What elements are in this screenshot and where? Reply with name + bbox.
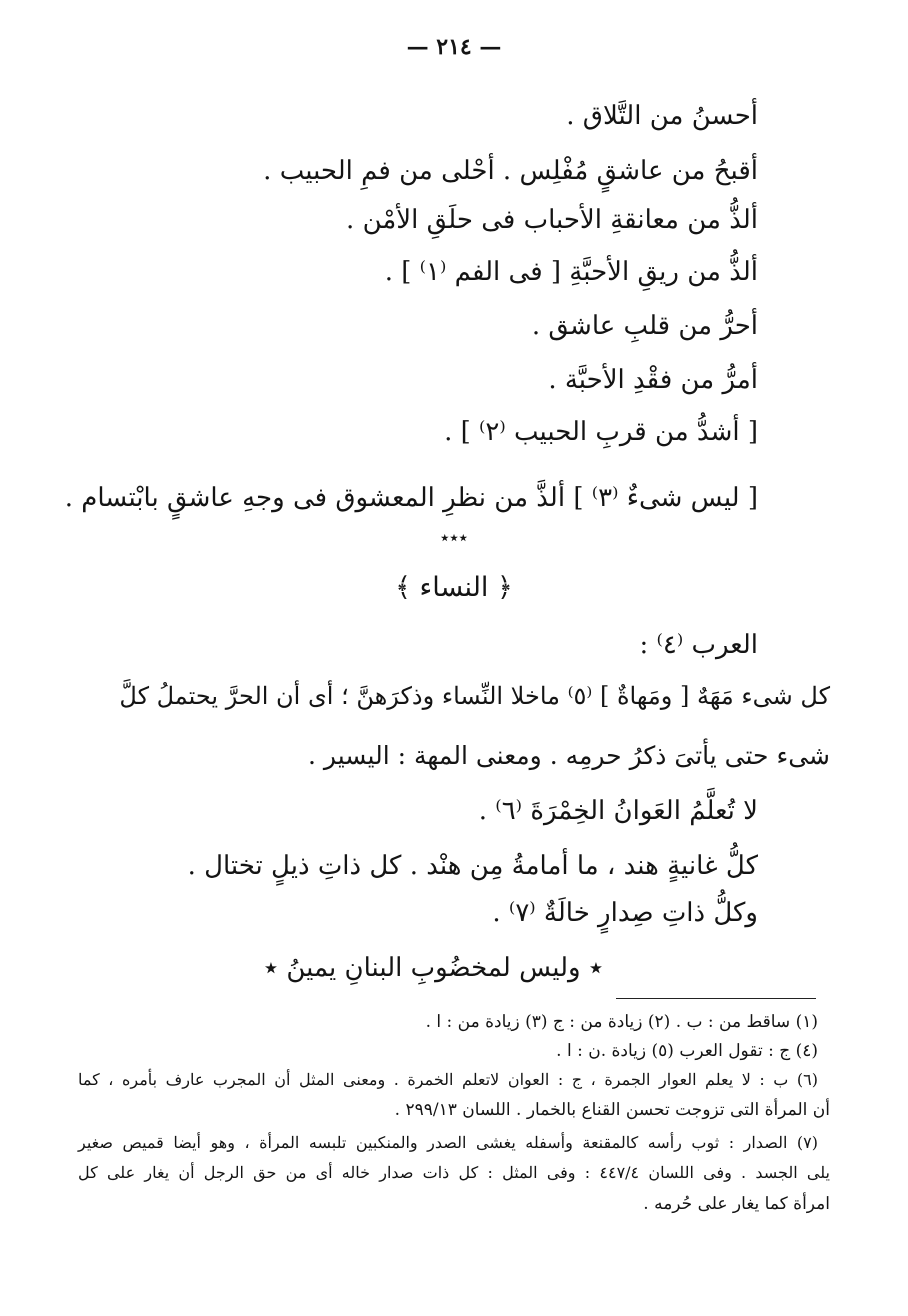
footnote-line: امرأة كما يغار على حُرمه . — [643, 1194, 830, 1214]
section-separator: ٭٭٭ — [440, 528, 468, 548]
arab-heading: العرب ⁽٤⁾ : — [639, 630, 758, 660]
footnote-line: يلى الجسد . وفى اللسان ٤٤٧/٤ : وفى المثل : كل ذات صدار خاله أى من حق الرجل أن يغار على كل — [78, 1163, 830, 1182]
footnote-line: (١) ساقط من : ب . (٢) زيادة من : ج (٣) زيادة من : ا . — [425, 1012, 818, 1032]
page-number: — ٢١٤ — — [406, 34, 502, 60]
verse-line: أقبحُ من عاشقٍ مُفْلِس . أحْلى من فمِ الحبيب . — [263, 156, 758, 186]
verse-line: أحسنُ من التَّلاق . — [566, 101, 758, 131]
verse-line: أمرُّ من فقْدِ الأحبَّة . — [548, 365, 758, 395]
body-line: وكلُّ ذاتِ صِدارٍ خالَةٌ ⁽٧⁾ . — [492, 898, 758, 928]
verse-line: ألذُّ من ريقِ الأحبَّةِ [ فى الفم ⁽١⁾ ] . — [384, 257, 758, 287]
body-line: كل شىء مَهَهٌ [ ومَهاةٌ ] ⁽٥⁾ ماخلا النِّساء وذكرَهنَّ ؛ أى أن الحرَّ يحتملُ كلَّ — [119, 682, 830, 710]
verse-line: أحرُّ من قلبِ عاشق . — [531, 311, 758, 341]
footnote-line: أن المرأة التى تزوجت تحسن القناع بالخمار . اللسان ٢٩٩/١٣ . — [394, 1100, 830, 1120]
proverb-line: ٭ وليس لمخضُوبِ البنانِ يمينُ ٭ — [263, 953, 603, 983]
footnote-line: (٧) الصدار : ثوب رأسه كالمقنعة وأسفله يغشى الصدر والمنكبين تلبسه المرأة ، وهو أيضا قميص صغير — [78, 1133, 818, 1152]
verse-line: [ ليس شىءٌ ⁽٣⁾ ] ألذَّ من نظرِ المعشوق فى وجهِ عاشقٍ بابْتسام . — [64, 483, 758, 513]
verse-line: [ أشدُّ من قربِ الحبيب ⁽٢⁾ ] . — [444, 417, 758, 447]
body-line: كلُّ غانيةٍ هند ، ما أمامةُ مِن هنْد . كل ذاتِ ذيلٍ تختال . — [187, 851, 758, 881]
section-title: ﴿ النساء ﴾ — [395, 572, 513, 603]
verse-line: ألذُّ من معانقةِ الأحباب فى حلَقِ الأمْن . — [346, 205, 758, 235]
footnote-line: (٦) ب : لا يعلم العوار الجمرة ، ج : العوان لاتعلم الخمرة . ومعنى المثل أن المجرب عارف بأمره ، كما — [78, 1070, 819, 1089]
body-line: شىء حتى يأتىَ ذكرُ حرمِه . ومعنى المهة : اليسير . — [308, 741, 830, 770]
footnote-line: (٤) ج : تقول العرب (٥) زيادة .ن : ا . — [556, 1041, 818, 1061]
footnote-divider — [616, 998, 816, 999]
body-line: لا تُعلَّمُ العَوانُ الخِمْرَةَ ⁽٦⁾ . — [478, 796, 758, 826]
